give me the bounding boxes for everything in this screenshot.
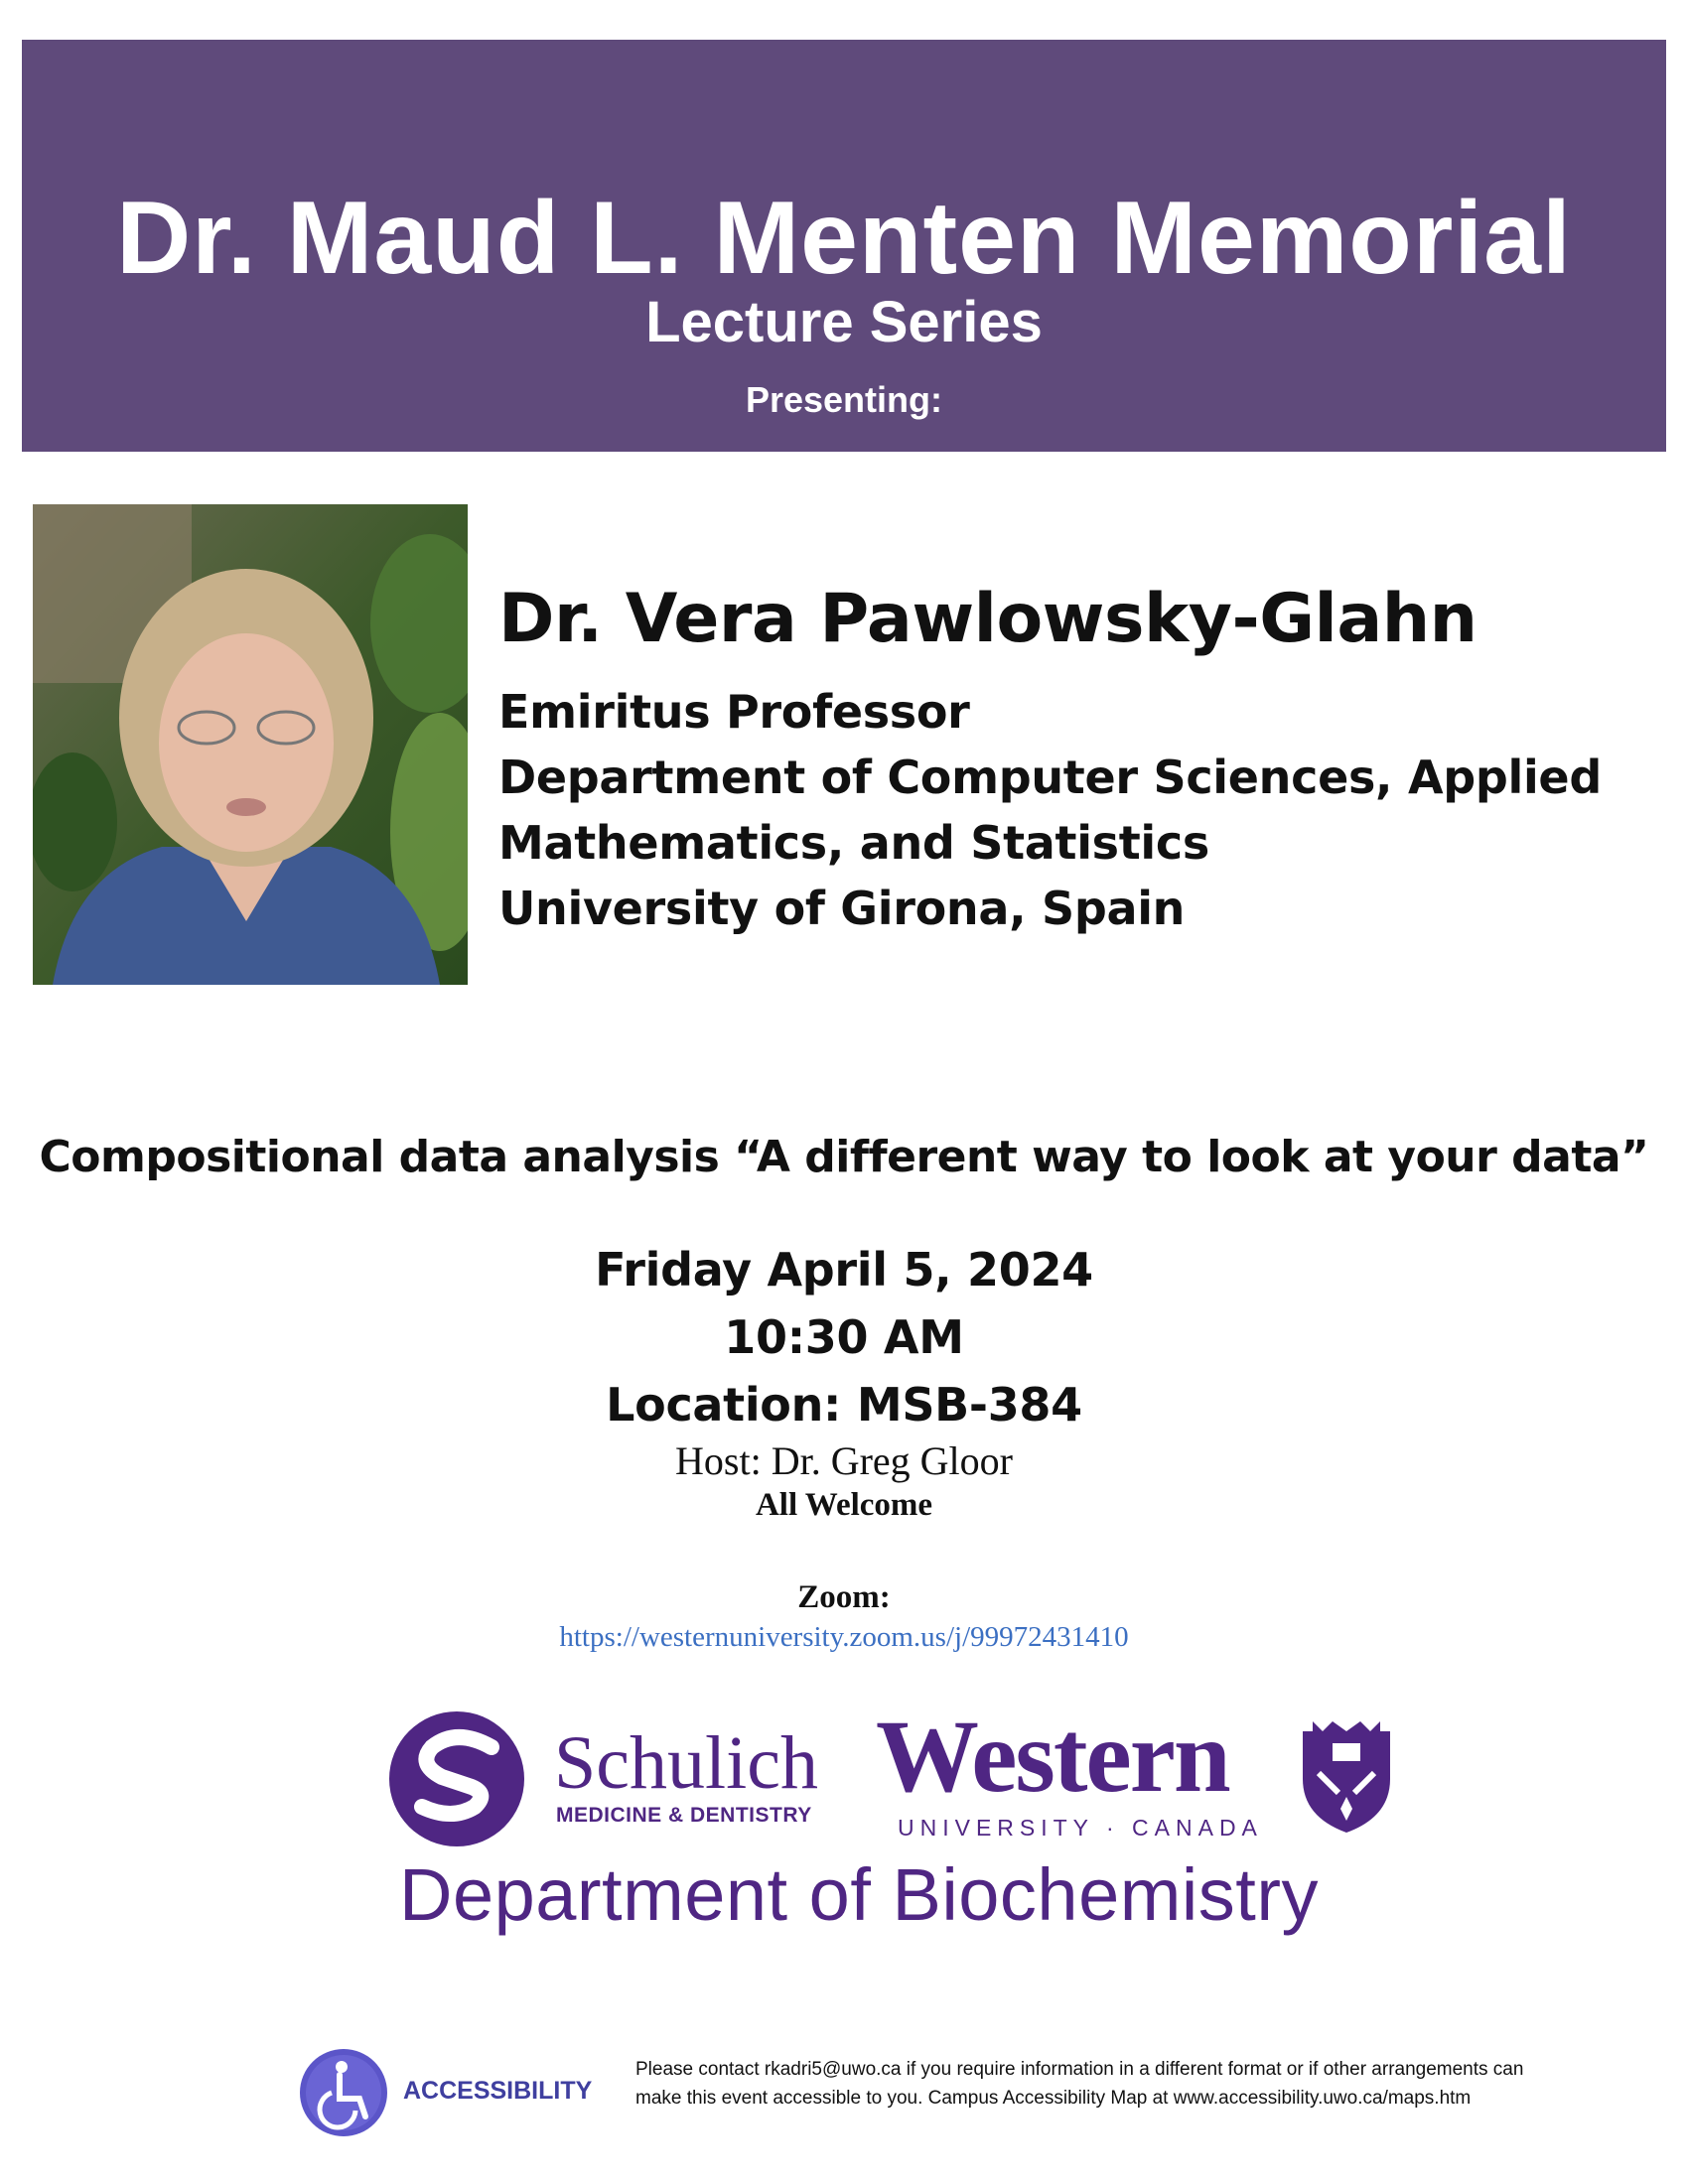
event-details — [0, 1236, 1688, 1438]
zoom-link[interactable]: https://westernuniversity.zoom.us/j/99972431410 — [559, 1621, 1129, 1653]
accessibility-label: ACCESSIBILITY — [403, 2077, 593, 2105]
accessibility-note: Please contact rkadri5@uwo.ca if you require information in a different format or if other arrangements can make this event accessible to you. Campus Accessibility Map at www.accessibility.uwo.ca/maps.htm — [635, 2059, 1524, 2109]
banner-presenting: Presenting: — [745, 379, 943, 420]
speaker-photo — [33, 504, 468, 985]
schulich-logo-icon — [387, 1709, 526, 1848]
event-host: Host: Dr. Greg Gloor — [675, 1438, 1013, 1483]
speaker-department-line1: Department of Computer Sciences, Applied — [498, 751, 1602, 804]
speaker-title: Emiritus Professor — [498, 685, 970, 739]
wheelchair-icon — [298, 2047, 389, 2138]
talk-title: Compositional data analysis “A different way to look at your data” — [39, 1132, 1649, 1182]
speaker-department-line2: Mathematics, and Statistics — [498, 816, 1209, 870]
speaker-institution: University of Girona, Spain — [498, 882, 1186, 935]
banner-title: Dr. Maud L. Menten Memorial — [116, 181, 1572, 296]
department-of-biochemistry: Department of Biochemistry — [399, 1853, 1320, 1936]
banner-subtitle: Lecture Series — [645, 290, 1043, 354]
title-banner — [22, 40, 1666, 452]
all-welcome: All Welcome — [755, 1487, 933, 1523]
western-name: Western — [876, 1700, 1229, 1814]
schulich-name: Schulich — [554, 1721, 818, 1805]
zoom-label: Zoom: — [797, 1579, 891, 1615]
western-subtitle: UNIVERSITY · CANADA — [898, 1815, 1263, 1841]
speaker-info — [498, 580, 1640, 941]
schulich-subtitle: MEDICINE & DENTISTRY — [556, 1804, 812, 1827]
event-time: 10:30 AM — [724, 1310, 964, 1364]
western-crest-icon — [1299, 1717, 1394, 1835]
event-date: Friday April 5, 2024 — [595, 1243, 1093, 1297]
speaker-name: Dr. Vera Pawlowsky-Glahn — [498, 580, 1477, 658]
event-location: Location: MSB-384 — [606, 1378, 1082, 1432]
